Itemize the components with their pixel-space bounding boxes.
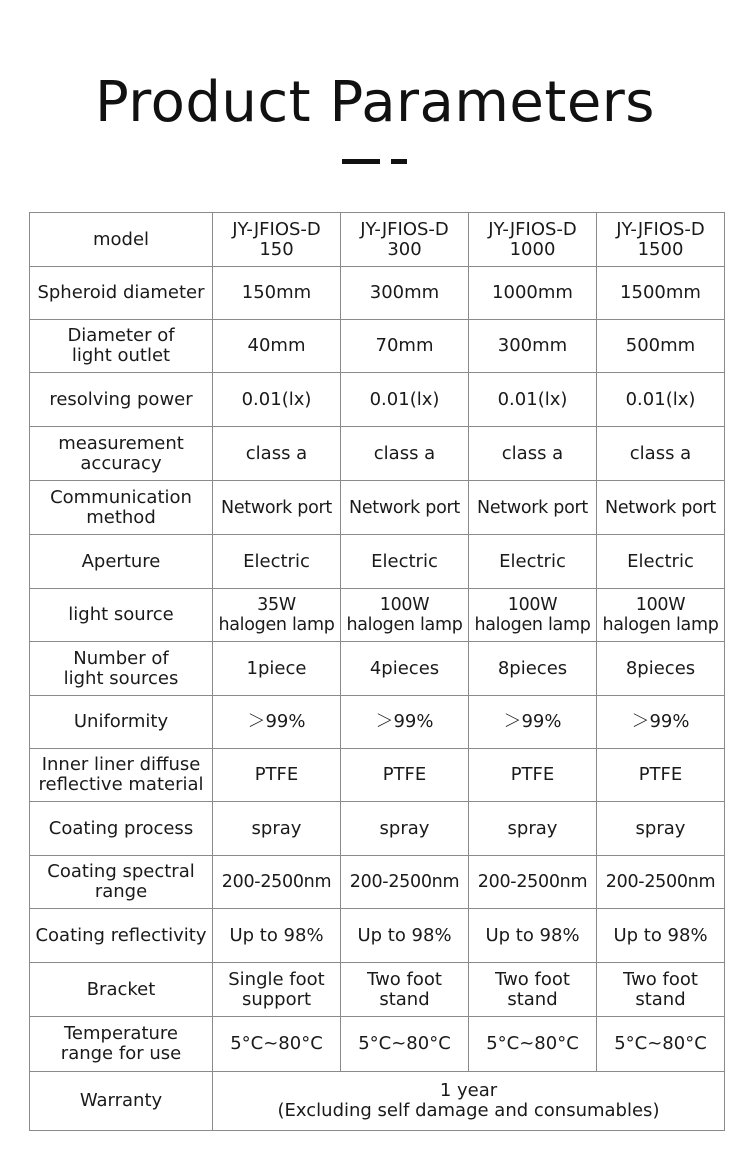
- table-row: [30, 481, 725, 535]
- cell: 5°C~80°C: [213, 1017, 341, 1072]
- cell: 40mm: [213, 320, 341, 373]
- cell: 1000mm: [469, 267, 597, 320]
- cell: ＞99%: [213, 696, 341, 749]
- cell: 4pieces: [341, 642, 469, 696]
- cell: Electric: [213, 535, 341, 589]
- cell: 200-2500nm: [597, 856, 725, 909]
- cell: spray: [213, 802, 341, 856]
- row-label: light source: [30, 589, 213, 642]
- cell: spray: [597, 802, 725, 856]
- table-row: [30, 267, 725, 320]
- cell: 0.01(lx): [213, 373, 341, 427]
- title-underline-long: [342, 159, 380, 164]
- cell: 0.01(lx): [341, 373, 469, 427]
- row-label: Spheroid diameter: [30, 267, 213, 320]
- cell: 200-2500nm: [213, 856, 341, 909]
- row-label: Diameter of light outlet: [30, 320, 213, 373]
- cell: class a: [597, 427, 725, 481]
- cell: 1500mm: [597, 267, 725, 320]
- cell: 500mm: [597, 320, 725, 373]
- cell: 0.01(lx): [597, 373, 725, 427]
- cell: Network port: [469, 481, 597, 535]
- cell: Up to 98%: [341, 909, 469, 963]
- row-label: Coating spectral range: [30, 856, 213, 909]
- cell: ＞99%: [341, 696, 469, 749]
- row-label: Aperture: [30, 535, 213, 589]
- cell: 0.01(lx): [469, 373, 597, 427]
- table-row: [30, 373, 725, 427]
- table-row: [30, 535, 725, 589]
- table-row: [30, 909, 725, 963]
- cell: spray: [341, 802, 469, 856]
- cell: 200-2500nm: [469, 856, 597, 909]
- table-row: [30, 749, 725, 802]
- cell: Up to 98%: [469, 909, 597, 963]
- cell: 1piece: [213, 642, 341, 696]
- cell: 70mm: [341, 320, 469, 373]
- cell: Network port: [597, 481, 725, 535]
- warranty-row: [30, 1072, 725, 1131]
- cell: Two foot stand: [597, 963, 725, 1017]
- page-title: Product Parameters: [95, 70, 655, 135]
- title-underline-short: [391, 159, 407, 164]
- row-label: Uniformity: [30, 696, 213, 749]
- table-row: [30, 696, 725, 749]
- table-row: [30, 856, 725, 909]
- cell: 5°C~80°C: [341, 1017, 469, 1072]
- cell: Electric: [341, 535, 469, 589]
- header-model: model: [30, 213, 213, 267]
- header-model-1000: JY-JFIOS-D 1000: [469, 213, 597, 267]
- cell: 300mm: [341, 267, 469, 320]
- cell: Electric: [597, 535, 725, 589]
- cell: ＞99%: [469, 696, 597, 749]
- row-label: Inner liner diffuse reflective material: [30, 749, 213, 802]
- cell: 100W halogen lamp: [341, 589, 469, 642]
- cell: Up to 98%: [213, 909, 341, 963]
- row-label: Coating reflectivity: [30, 909, 213, 963]
- cell: 35W halogen lamp: [213, 589, 341, 642]
- cell: PTFE: [213, 749, 341, 802]
- cell: Two foot stand: [469, 963, 597, 1017]
- cell: class a: [341, 427, 469, 481]
- cell: PTFE: [597, 749, 725, 802]
- cell: class a: [213, 427, 341, 481]
- warranty-label: Warranty: [30, 1072, 213, 1131]
- cell: 8pieces: [597, 642, 725, 696]
- cell: Electric: [469, 535, 597, 589]
- cell: 300mm: [469, 320, 597, 373]
- row-label: measurement accuracy: [30, 427, 213, 481]
- header-model-300: JY-JFIOS-D 300: [341, 213, 469, 267]
- row-label: resolving power: [30, 373, 213, 427]
- header-model-1500: JY-JFIOS-D 1500: [597, 213, 725, 267]
- table-row: [30, 320, 725, 373]
- cell: 100W halogen lamp: [597, 589, 725, 642]
- cell: Two foot stand: [341, 963, 469, 1017]
- cell: Network port: [341, 481, 469, 535]
- warranty-value: 1 year (Excluding self damage and consumables): [213, 1072, 725, 1131]
- cell: class a: [469, 427, 597, 481]
- cell: 200-2500nm: [341, 856, 469, 909]
- cell: ＞99%: [597, 696, 725, 749]
- row-label: Communication method: [30, 481, 213, 535]
- cell: 5°C~80°C: [597, 1017, 725, 1072]
- table-row: [30, 1017, 725, 1072]
- cell: 150mm: [213, 267, 341, 320]
- table-row: [30, 642, 725, 696]
- cell: 100W halogen lamp: [469, 589, 597, 642]
- row-label: Coating process: [30, 802, 213, 856]
- row-label: Temperature range for use: [30, 1017, 213, 1072]
- cell: 8pieces: [469, 642, 597, 696]
- header-model-150: JY-JFIOS-D 150: [213, 213, 341, 267]
- cell: Up to 98%: [597, 909, 725, 963]
- table-header-row: [30, 213, 725, 267]
- cell: Single foot support: [213, 963, 341, 1017]
- cell: PTFE: [341, 749, 469, 802]
- table-row: [30, 802, 725, 856]
- cell: spray: [469, 802, 597, 856]
- table-row: [30, 589, 725, 642]
- table-row: [30, 427, 725, 481]
- cell: PTFE: [469, 749, 597, 802]
- cell: Network port: [213, 481, 341, 535]
- table-row: [30, 963, 725, 1017]
- cell: 5°C~80°C: [469, 1017, 597, 1072]
- row-label: Bracket: [30, 963, 213, 1017]
- parameters-table: [29, 212, 725, 1131]
- row-label: Number of light sources: [30, 642, 213, 696]
